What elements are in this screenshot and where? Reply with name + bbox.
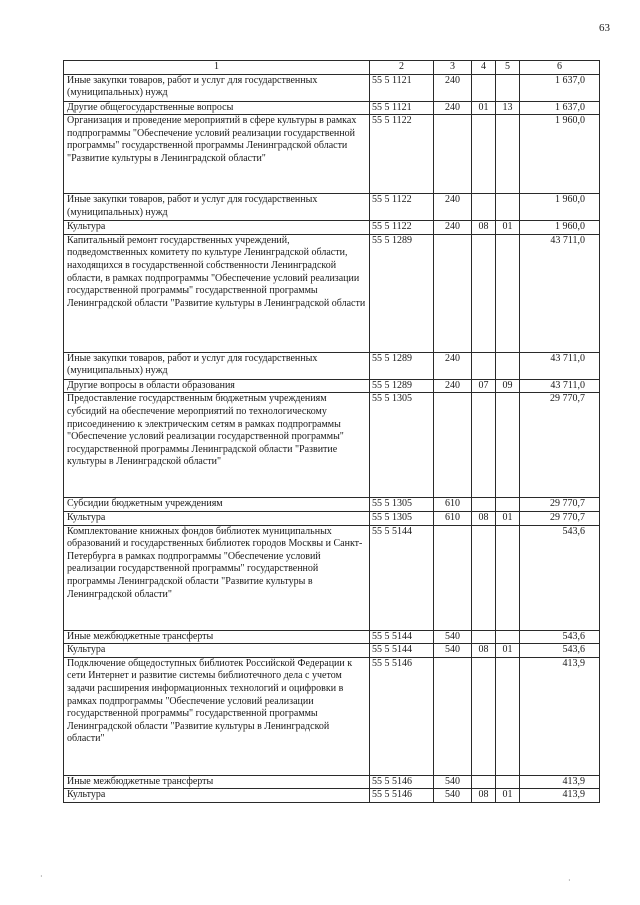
section-code: 08 xyxy=(472,511,496,525)
section-code: 07 xyxy=(472,379,496,393)
header-row xyxy=(64,61,600,75)
table-row xyxy=(64,498,600,512)
expense-type-code: 240 xyxy=(434,352,472,379)
table-row xyxy=(64,630,600,644)
row-name: Культура xyxy=(64,511,370,525)
target-article-code: 55 5 1289 xyxy=(370,352,434,379)
table-row xyxy=(64,393,600,498)
expense-type-code xyxy=(434,525,472,630)
scan-mark: · xyxy=(40,872,43,881)
table-row xyxy=(64,789,600,803)
row-name: Субсидии бюджетным учреждениям xyxy=(64,498,370,512)
amount: 29 770,7 xyxy=(520,511,600,525)
row-name: Организация и проведение мероприятий в сфере культуры в рамках подпрограммы "Обеспечение условий реализации государственной программы" государственной программы Ленинградской области "Развитие культуры в Ленинградской области" xyxy=(64,115,370,194)
section-code xyxy=(472,657,496,775)
row-name: Подключение общедоступных библиотек Российской Федерации к сети Интернет и развитие системы библиотечного дела с учетом задачи расширения информационных технологий и оцифровки в рамках подпрограммы "Обеспечение условий реализации государственной программы" государственной программы Ленинградской области "Развитие культуры в Ленинградской области" xyxy=(64,657,370,775)
section-code xyxy=(472,498,496,512)
expense-type-code: 540 xyxy=(434,630,472,644)
amount: 413,9 xyxy=(520,657,600,775)
table-row xyxy=(64,525,600,630)
table-row xyxy=(64,511,600,525)
row-name: Иные межбюджетные трансферты xyxy=(64,775,370,789)
row-name: Иные закупки товаров, работ и услуг для государственных (муниципальных) нужд xyxy=(64,74,370,101)
target-article-code: 55 5 5146 xyxy=(370,775,434,789)
row-name: Иные закупки товаров, работ и услуг для государственных (муниципальных) нужд xyxy=(64,352,370,379)
section-code xyxy=(472,352,496,379)
target-article-code: 55 5 5144 xyxy=(370,630,434,644)
scan-mark: · xyxy=(568,876,571,885)
target-article-code: 55 5 5144 xyxy=(370,525,434,630)
section-code xyxy=(472,525,496,630)
target-article-code: 55 5 1122 xyxy=(370,221,434,235)
amount: 1 960,0 xyxy=(520,194,600,221)
expense-type-code xyxy=(434,234,472,352)
row-name: Культура xyxy=(64,644,370,658)
expense-type-code xyxy=(434,393,472,498)
table-row xyxy=(64,101,600,115)
column-header: 1 xyxy=(64,61,370,75)
column-header: 4 xyxy=(472,61,496,75)
subsection-code: 01 xyxy=(496,644,520,658)
table-row xyxy=(64,352,600,379)
target-article-code: 55 5 1305 xyxy=(370,511,434,525)
amount: 413,9 xyxy=(520,775,600,789)
subsection-code xyxy=(496,74,520,101)
amount: 43 711,0 xyxy=(520,379,600,393)
subsection-code xyxy=(496,194,520,221)
amount: 1 637,0 xyxy=(520,74,600,101)
section-code xyxy=(472,393,496,498)
table-row xyxy=(64,234,600,352)
amount: 29 770,7 xyxy=(520,393,600,498)
expense-type-code: 610 xyxy=(434,498,472,512)
expense-type-code: 240 xyxy=(434,74,472,101)
target-article-code: 55 5 1289 xyxy=(370,379,434,393)
section-code xyxy=(472,74,496,101)
target-article-code: 55 5 5146 xyxy=(370,657,434,775)
subsection-code xyxy=(496,525,520,630)
expense-type-code: 540 xyxy=(434,789,472,803)
target-article-code: 55 5 5146 xyxy=(370,789,434,803)
column-header: 3 xyxy=(434,61,472,75)
column-header: 2 xyxy=(370,61,434,75)
section-code xyxy=(472,775,496,789)
subsection-code xyxy=(496,115,520,194)
expense-type-code: 240 xyxy=(434,194,472,221)
row-name: Культура xyxy=(64,789,370,803)
section-code: 08 xyxy=(472,789,496,803)
row-name: Капитальный ремонт государственных учреждений, подведомственных комитету по культуре Ленинградской области, находящихся в государственной собственности Ленинградской области, в рамках подпрограммы "Обеспечение условий реализации государственной программы" государственной программы Ленинградской области "Развитие культуры в Ленинградской области xyxy=(64,234,370,352)
amount: 413,9 xyxy=(520,789,600,803)
section-code: 08 xyxy=(472,644,496,658)
target-article-code: 55 5 1121 xyxy=(370,101,434,115)
section-code xyxy=(472,115,496,194)
subsection-code xyxy=(496,234,520,352)
table-row xyxy=(64,775,600,789)
expense-type-code: 240 xyxy=(434,379,472,393)
expense-type-code: 610 xyxy=(434,511,472,525)
expense-type-code xyxy=(434,657,472,775)
section-code: 01 xyxy=(472,101,496,115)
column-header: 5 xyxy=(496,61,520,75)
target-article-code: 55 5 1305 xyxy=(370,393,434,498)
subsection-code xyxy=(496,657,520,775)
column-header: 6 xyxy=(520,61,600,75)
table-row xyxy=(64,74,600,101)
section-code xyxy=(472,630,496,644)
budget-table xyxy=(63,60,600,803)
target-article-code: 55 5 5144 xyxy=(370,644,434,658)
amount: 43 711,0 xyxy=(520,234,600,352)
expense-type-code xyxy=(434,115,472,194)
row-name: Предоставление государственным бюджетным учреждениям субсидий на обеспечение мероприятий по технологическому присоединению к электрическим сетям в рамках подпрограммы "Обеспечение условий реализации государственной программы" государственной программы Ленинградской области "Развитие культуры в Ленинградской области" xyxy=(64,393,370,498)
amount: 1 960,0 xyxy=(520,115,600,194)
subsection-code: 09 xyxy=(496,379,520,393)
expense-type-code: 240 xyxy=(434,101,472,115)
row-name: Другие общегосударственные вопросы xyxy=(64,101,370,115)
subsection-code xyxy=(496,775,520,789)
subsection-code: 01 xyxy=(496,221,520,235)
amount: 1 637,0 xyxy=(520,101,600,115)
target-article-code: 55 5 1289 xyxy=(370,234,434,352)
table-row xyxy=(64,644,600,658)
subsection-code: 13 xyxy=(496,101,520,115)
subsection-code xyxy=(496,630,520,644)
expense-type-code: 540 xyxy=(434,775,472,789)
table-row xyxy=(64,194,600,221)
amount: 29 770,7 xyxy=(520,498,600,512)
amount: 543,6 xyxy=(520,644,600,658)
row-name: Комплектование книжных фондов библиотек муниципальных образований и государственных библиотек городов Москвы и Санкт-Петербурга в рамках подпрограммы "Обеспечение условий реализации государственной программы" государственной программы Ленинградской области "Развитие культуры в Ленинградской области" xyxy=(64,525,370,630)
section-code xyxy=(472,234,496,352)
page-number: 63 xyxy=(599,22,610,34)
subsection-code xyxy=(496,352,520,379)
subsection-code xyxy=(496,393,520,498)
amount: 43 711,0 xyxy=(520,352,600,379)
target-article-code: 55 5 1305 xyxy=(370,498,434,512)
target-article-code: 55 5 1122 xyxy=(370,115,434,194)
expense-type-code: 240 xyxy=(434,221,472,235)
section-code: 08 xyxy=(472,221,496,235)
row-name: Иные закупки товаров, работ и услуг для государственных (муниципальных) нужд xyxy=(64,194,370,221)
row-name: Культура xyxy=(64,221,370,235)
subsection-code: 01 xyxy=(496,511,520,525)
amount: 543,6 xyxy=(520,525,600,630)
table-row xyxy=(64,115,600,194)
amount: 543,6 xyxy=(520,630,600,644)
expense-type-code: 540 xyxy=(434,644,472,658)
row-name: Иные межбюджетные трансферты xyxy=(64,630,370,644)
subsection-code: 01 xyxy=(496,789,520,803)
section-code xyxy=(472,194,496,221)
amount: 1 960,0 xyxy=(520,221,600,235)
row-name: Другие вопросы в области образования xyxy=(64,379,370,393)
table-row xyxy=(64,657,600,775)
target-article-code: 55 5 1122 xyxy=(370,194,434,221)
target-article-code: 55 5 1121 xyxy=(370,74,434,101)
subsection-code xyxy=(496,498,520,512)
table-row xyxy=(64,221,600,235)
table-row xyxy=(64,379,600,393)
